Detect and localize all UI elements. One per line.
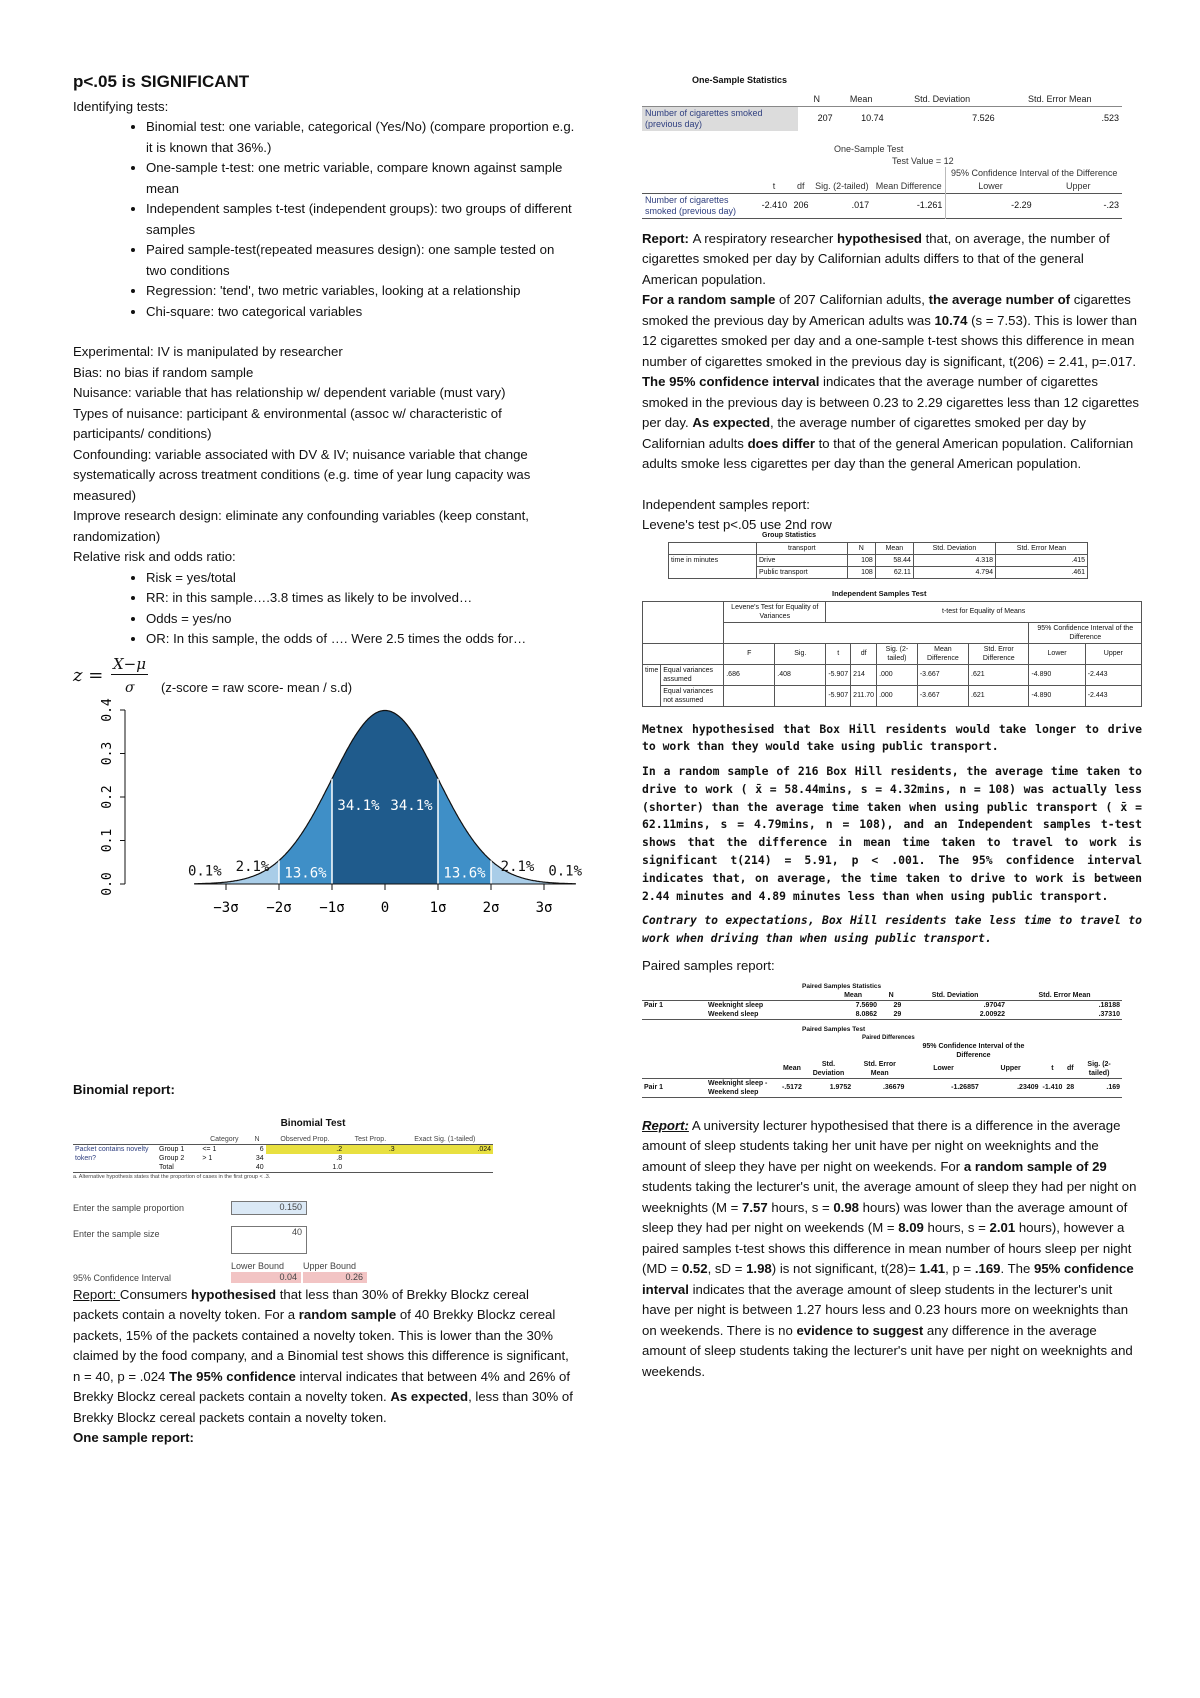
text: . The	[1000, 1261, 1034, 1277]
list-item: • Risk = yes/total	[146, 568, 575, 589]
cell: Equal variances assumed	[661, 664, 724, 685]
os-stats-title: One-Sample Statistics	[692, 75, 788, 85]
x-tick-label: 3σ	[535, 899, 553, 916]
col-header: Category	[210, 1135, 239, 1143]
cell: 108	[847, 554, 875, 566]
cell: .169	[1106, 1084, 1120, 1092]
ind-test-title: Independent Samples Test	[832, 588, 927, 598]
cell: .2	[266, 1144, 344, 1154]
col-header: N	[254, 1135, 260, 1143]
cell: 108	[847, 566, 875, 578]
col-header: 95% Confidence Interval of the Difference	[946, 167, 1122, 180]
cell: .8	[336, 1154, 343, 1162]
right-column	[642, 70, 1142, 1382]
text: to that of the general American population. Californian adults smoke less cigarettes per day than the general American population.	[642, 435, 1134, 471]
cell: -1.26857	[951, 1084, 979, 1092]
cell: <= 1	[202, 1145, 217, 1153]
text: In a random sample of 216 Box Hill residents, the average time taken to drive to work ( x̄ = 58.44mins, s = 4.32mins, n = 108) was actually less (shorter) than the average time taken when using public transport ( x̄ = 62.11mins, s = 4.79mins, n = 108), and an Independent samples t-test shows that the difference in mean time taken to travel to work is significant t(214) = 5.91, p < .001. The 95% confidence interval indicates that, on average, the time taken to drive to work is between 2.44 minutes and 4.89 minutes less than when using public transport.	[642, 764, 1142, 903]
binomial-table	[73, 1114, 493, 1181]
col-header: 95% Confidence Interval of the Difference	[922, 1042, 1025, 1059]
cell: .017	[851, 200, 870, 210]
y-tick-label: 0.3	[100, 741, 115, 765]
size-label: Enter the sample size	[73, 1228, 160, 1239]
cell: Pair 1	[644, 1084, 664, 1092]
cell: .36679	[882, 1084, 905, 1092]
one-sample-report	[642, 372, 1142, 475]
report-label: Report:	[642, 1117, 689, 1133]
col-header: df	[797, 180, 805, 191]
x-tick-label: 2σ	[482, 899, 500, 916]
text: of 207 Californian adults,	[775, 292, 929, 307]
cell: .3	[344, 1144, 397, 1154]
col-header: Levene's Test for Equality of Variances	[724, 601, 826, 622]
text: hours, s =	[923, 1220, 990, 1236]
col-header: Sig. (2-tailed)	[815, 180, 869, 191]
text: hypothesised	[836, 230, 922, 246]
cell: Drive	[757, 554, 848, 566]
cell: -2.410	[761, 200, 788, 210]
col-header: transport	[757, 542, 848, 554]
cell: Weekend sleep	[708, 1010, 759, 1018]
cell: 29	[893, 1010, 902, 1018]
table-row	[73, 1144, 493, 1154]
one-sample-report	[642, 290, 1142, 372]
text: students taking the lecturer's unit, the average amount of sleep they had per night on weeknights (M =	[642, 1179, 1137, 1215]
cell: Total	[159, 1163, 174, 1171]
col-header: Mean	[836, 93, 887, 107]
cell: Group 2	[159, 1154, 185, 1162]
percentage-label: 0.1%	[548, 862, 583, 879]
col-header: Mean	[782, 1065, 801, 1073]
percentage-label: 0.1%	[187, 862, 222, 879]
text: 1.98	[746, 1261, 772, 1277]
text: hours) was lower than the average amount of sleep they had per night on weekends (M =	[642, 1199, 1128, 1236]
cell: 28	[1066, 1084, 1075, 1092]
col-header: Std. Deviation	[887, 93, 998, 107]
cell: 8.0862	[855, 1010, 878, 1018]
col-header: t	[772, 180, 776, 191]
cell: -5.907	[826, 664, 851, 685]
binomial-footnote: a. Alternative hypothesis states that the proportion of cases in the first group < .3.	[73, 1173, 271, 1180]
x-tick-label: 0	[380, 899, 390, 916]
text: A respiratory researcher	[692, 230, 837, 246]
text: cigarettes smoked the previous day by American adults was	[642, 292, 1131, 328]
table-row	[642, 106, 1122, 131]
one-sample-stats-table	[642, 93, 1122, 131]
definition: Types of nuisance: participant & environmental (assoc w/ characteristic of participants/ conditions)	[73, 405, 502, 441]
identifying-label: Identifying tests:	[73, 98, 169, 114]
col-header: N	[847, 542, 875, 554]
list-item: • OR: In this sample, the odds of …. Were 2.5 times the odds for…	[146, 629, 575, 650]
cell: 10.74	[861, 113, 884, 123]
col-header: Sig. (2-tailed)	[877, 643, 918, 664]
cell: -4.890	[1029, 685, 1085, 706]
percentage-label: 34.1%	[337, 797, 380, 814]
page-title: p<.05 is SIGNIFICANT	[73, 72, 250, 91]
row-label: time in minutes	[669, 554, 757, 578]
y-tick-label: 0.2	[100, 784, 115, 809]
text: interval indicates that between 4% and 26% of Brekky Blockz cereal packets contain a novelty token.	[73, 1368, 571, 1404]
text: , p =	[945, 1261, 975, 1277]
text: As expected	[390, 1389, 469, 1404]
text: For a random sample	[642, 292, 776, 307]
left-column	[73, 72, 583, 1449]
binomial-heading: Binomial report:	[73, 1081, 175, 1097]
x-tick-label: −1σ	[319, 899, 345, 916]
group-stats-title: Group Statistics	[762, 531, 817, 539]
ci-label: 95% Confidence Interval	[73, 1272, 172, 1283]
cell: .621	[969, 685, 1029, 706]
cell: 211.70	[851, 685, 877, 706]
list-item: • RR: in this sample….3.8 times as likely to be involved…	[146, 588, 575, 609]
definition: Bias: no bias if random sample	[73, 364, 254, 380]
size-value: 40	[231, 1226, 307, 1254]
col-header: t	[826, 643, 851, 664]
cell: Number of cigarettes smoked (previous day)	[642, 106, 798, 131]
col-header: Sig. (2-tailed)	[1087, 1060, 1111, 1077]
cell: 29	[893, 1001, 902, 1009]
cell: 58.44	[875, 554, 913, 566]
cell: 4.318	[913, 554, 995, 566]
normal-distribution-chart	[63, 697, 583, 926]
paired-test-title: Paired Samples Test	[802, 1025, 866, 1033]
text: A university lecturer hypothesised that there is a difference in the average amount of sleep students taking her unit have per night on weeknights and the amount of sleep they have per night on weekends. For	[642, 1117, 1121, 1174]
paired-test-table	[642, 1042, 1122, 1098]
table-row	[643, 685, 1142, 706]
cell: 214	[851, 664, 877, 685]
paired-heading: Paired samples report:	[642, 958, 775, 974]
text: 10.74	[934, 312, 968, 328]
percentage-label: 34.1%	[390, 797, 433, 814]
definition: Confounding: variable associated with DV & IV; nuisance variable that change systematically across treatment conditions (e.g. time of year lung capacity was measured)	[73, 446, 531, 503]
y-tick-label: 0.1	[100, 828, 115, 852]
col-header: Std. Error Mean	[998, 93, 1122, 107]
z-note: (z-score = raw score- mean / s.d)	[161, 679, 353, 695]
text: evidence to suggest	[796, 1322, 924, 1338]
list-item: • Paired sample-test(repeated measures design): one sample tested on two conditions	[146, 240, 575, 281]
col-header: Std. Deviation	[913, 542, 995, 554]
col-header: Lower	[1029, 643, 1085, 664]
lower-label: Lower Bound	[231, 1260, 285, 1271]
cell: 6	[259, 1145, 264, 1153]
cell: -5.907	[826, 685, 851, 706]
z-denominator: σ	[125, 679, 135, 696]
ci-calculator	[73, 1203, 373, 1285]
percentage-label: 2.1%	[500, 858, 535, 875]
col-header: Lower	[946, 180, 1035, 194]
paired-differences-header: Paired Differences	[862, 1034, 915, 1041]
list-item: • Independent samples t-test (independent groups): two groups of different samples	[146, 199, 575, 240]
list-item: • One-sample t-test: one metric variable, compare known against sample mean	[146, 158, 575, 199]
cell: -.5172	[782, 1084, 802, 1092]
one-sample-test-table	[642, 167, 1122, 219]
paired-stats-title: Paired Samples Statistics	[802, 982, 882, 990]
text: does differ	[747, 435, 815, 451]
col-header: Std. Error Mean	[863, 1060, 896, 1077]
cell: Equal variances not assumed	[661, 685, 724, 706]
col-header: Exact Sig. (1-tailed)	[414, 1135, 476, 1143]
cell: -.23	[1103, 200, 1119, 210]
cell: > 1	[202, 1154, 213, 1162]
list-item: • Odds = yes/no	[146, 609, 575, 630]
text: The 95% confidence interval	[642, 374, 820, 389]
cell: 2.00922	[979, 1010, 1006, 1018]
text: Contrary to expectations, Box Hill residents take less time to travel to work when driving than when using public transport.	[642, 913, 1142, 946]
text: As expected	[692, 415, 771, 430]
cell: 1.0	[332, 1163, 343, 1171]
col-header: Std. Error Difference	[969, 643, 1029, 664]
cell: .18188	[1098, 1001, 1120, 1009]
cell: -1.410	[1042, 1084, 1063, 1092]
cell: -2.443	[1085, 685, 1141, 706]
tests-list	[73, 117, 575, 322]
text: Report:	[642, 230, 693, 246]
text: 0.98	[833, 1199, 859, 1215]
percentage-label: 13.6%	[443, 864, 486, 881]
x-tick-label: −3σ	[213, 899, 239, 916]
table-row	[642, 1000, 1122, 1010]
col-header: Lower	[933, 1065, 954, 1073]
text: the average number of	[928, 292, 1071, 307]
binomial-report	[73, 1285, 575, 1429]
cell: Number of cigarettes smoked (previous day)	[645, 194, 737, 216]
cell: -4.890	[1029, 664, 1085, 685]
cell: .024	[397, 1144, 493, 1154]
levene-note: Levene's test p<.05 use 2nd row	[642, 517, 832, 532]
group-stats-table	[668, 542, 1088, 579]
col-header: F	[724, 643, 775, 664]
text: .169	[974, 1261, 1001, 1277]
cell: 206	[793, 200, 809, 210]
text: 0.52	[681, 1261, 708, 1277]
col-header: Std. Error Mean	[996, 542, 1088, 554]
col-header: N	[888, 991, 894, 999]
z-lhs: z =	[73, 664, 104, 686]
prop-label: Enter the sample proportion	[73, 1202, 185, 1213]
z-numerator: X−μ	[111, 654, 148, 676]
independent-report	[642, 721, 1142, 949]
cell: Weeknight sleep	[708, 1001, 764, 1009]
cell: .415	[996, 554, 1088, 566]
col-header: Std. Deviation	[931, 991, 979, 999]
cell: .621	[969, 664, 1029, 685]
text: hypothesised	[191, 1286, 277, 1302]
col-header: Upper	[1066, 180, 1091, 191]
cell: .408	[775, 664, 826, 685]
cell: 207	[817, 113, 833, 123]
cell: .37310	[1098, 1010, 1120, 1018]
cell: -3.667	[917, 664, 968, 685]
cell: Pair 1	[644, 1001, 664, 1009]
text: , less than 30% of Brekky Blockz cereal packets contain a novelty token.	[73, 1389, 573, 1425]
table-row	[642, 1078, 1122, 1097]
col-header: Std. Deviation	[812, 1060, 845, 1077]
text: of 40 Brekky Blockz cereal packets, 15% of the packets contained a novelty token. This is lower than the 30% claimed by the food company, and a Binomial test shows this difference is significant, n = 40, p = .024	[73, 1307, 569, 1384]
text: The 95% confidence	[169, 1368, 296, 1384]
list-item: • Binomial test: one variable, categorical (Yes/No) (compare proportion e.g. it is known that 36%.)	[146, 117, 575, 158]
col-header: Mean	[875, 542, 913, 554]
text: indicates that the average amount of sleep students in the lecturer's unit have per night is between 1.27 hours less and 0.23 hours more on weeknights than on weekends. There is no	[642, 1281, 1129, 1338]
cell: .461	[996, 566, 1088, 578]
paired-stats-table	[642, 991, 1122, 1020]
cell: .523	[1101, 113, 1119, 123]
cell: .23409	[1017, 1084, 1039, 1092]
cell: -1.261	[916, 200, 943, 210]
one-sample-heading: One sample report:	[73, 1430, 194, 1445]
col-header: Upper	[1085, 643, 1141, 664]
text: hours, s =	[767, 1199, 834, 1215]
cell: Group 1	[159, 1145, 185, 1153]
cell: 7.526	[972, 113, 995, 123]
text: indicates that the average number of cigarettes smoked in the previous day is between 0.23 to 2.29 cigarettes less than 12 cigarettes per day.	[642, 374, 1140, 430]
col-header: t-test for Equality of Means	[826, 601, 1142, 622]
paired-report	[642, 1116, 1142, 1383]
cell: 40	[255, 1163, 264, 1171]
cell: 34	[255, 1154, 264, 1162]
table-row	[669, 554, 1088, 566]
ci-upper: 0.26	[303, 1272, 367, 1283]
cell: .686	[724, 664, 775, 685]
list-item: • Chi-square: two categorical variables	[146, 302, 575, 323]
ci-lower: 0.04	[231, 1272, 301, 1283]
text: that, on average, the number of cigarettes smoked per day by Californian adults differs to that of the general American population.	[642, 230, 1110, 287]
text: ) is not significant, t(28)=	[771, 1261, 920, 1277]
col-header: t	[1051, 1065, 1054, 1073]
col-header: Mean Difference	[917, 643, 968, 664]
table-row	[642, 193, 1122, 218]
cell: -2.29	[946, 193, 1035, 218]
text: that less than 30% of Brekky Blockz cereal packets contain a novelty token. For a	[73, 1286, 529, 1322]
col-header: Upper	[1000, 1065, 1021, 1073]
text: any difference in the average amount of sleep students taking the lecturer's unit have per night on weeknights and weekends.	[642, 1322, 1133, 1379]
definition: Relative risk and odds ratio:	[73, 549, 236, 564]
cell: .000	[877, 664, 918, 685]
x-tick-label: −2σ	[266, 899, 292, 916]
y-tick-label: 0.4	[100, 697, 115, 722]
cell: 1.9752	[829, 1084, 852, 1092]
text: random sample	[298, 1307, 397, 1322]
col-header: Sig.	[775, 643, 826, 664]
text: Consumers	[119, 1286, 192, 1302]
text: , sD =	[707, 1261, 747, 1277]
cell: -3.667	[917, 685, 968, 706]
col-header: Mean	[844, 991, 862, 999]
x-tick-label: 1σ	[429, 899, 447, 916]
col-header: df	[851, 643, 877, 664]
text: , the average number of cigarettes smoked per day by Californian adults	[642, 415, 1086, 451]
y-tick-label: 0.0	[100, 871, 115, 896]
text: hours), however a paired samples t-test shows this difference in mean number of hours sleep per night (MD =	[642, 1220, 1132, 1277]
cell: Public transport	[757, 566, 848, 578]
upper-label: Upper Bound	[303, 1260, 357, 1271]
col-header: Test Prop.	[354, 1135, 387, 1143]
cell: -2.443	[1085, 664, 1141, 685]
cell: 4.794	[913, 566, 995, 578]
table-row	[642, 1010, 1122, 1020]
row-label: Packet contains novelty token?	[75, 1145, 149, 1162]
cell: 7.5690	[855, 1001, 878, 1009]
text: (s = 7.53). This is lower than 12 cigarettes smoked per day and a one-sample t-test shows this difference in mean number of cigarettes smoked in the previous day is significant, t(206) = 2.41, p=.017.	[642, 312, 1137, 369]
percentage-label: 2.1%	[235, 858, 270, 875]
row-label: time	[643, 664, 661, 706]
cell: Weeknight sleep - Weekend sleep	[708, 1079, 768, 1096]
percentage-label: 13.6%	[284, 864, 327, 881]
os-test-title: One-Sample Test	[834, 143, 904, 154]
text: 95% confidence interval	[642, 1261, 1134, 1297]
binomial-table-title: Binomial Test	[280, 1118, 346, 1129]
text: Metnex hypothesised that Box Hill residents would take longer to drive to work than they would take using public transport.	[642, 721, 1142, 754]
prop-value: 0.150	[231, 1201, 307, 1215]
definition: Nuisance: variable that has relationship w/ dependent variable (must vary)	[73, 385, 506, 400]
test-value: Test Value = 12	[892, 155, 954, 166]
risk-list	[73, 568, 575, 650]
col-header: Std. Error Mean	[1038, 991, 1091, 999]
text: 1.41	[919, 1261, 946, 1277]
independent-test-table	[642, 601, 1142, 707]
table-row	[643, 664, 1142, 685]
col-header: Mean Difference	[875, 180, 942, 191]
z-formula	[73, 654, 575, 704]
text: 2.01	[989, 1220, 1016, 1236]
cell: .97047	[983, 1001, 1006, 1009]
text: 7.57	[742, 1199, 768, 1215]
text: 8.09	[898, 1220, 924, 1236]
cell: .000	[877, 685, 918, 706]
definition: Experimental: IV is manipulated by researcher	[73, 344, 343, 359]
col-header: N	[798, 93, 836, 107]
definition: Improve research design: eliminate any confounding variables (keep constant, randomization)	[73, 508, 529, 544]
col-header: 95% Confidence Interval of the Difference	[1029, 622, 1142, 643]
report-label: Report:	[73, 1286, 120, 1302]
text: a random sample of 29	[963, 1158, 1107, 1174]
col-header: df	[1066, 1065, 1074, 1073]
one-sample-report	[642, 229, 1142, 291]
list-item: • Regression: 'tend', two metric variables, looking at a relationship	[146, 281, 575, 302]
col-header: Observed Prop.	[280, 1135, 330, 1143]
independent-heading: Independent samples report:	[642, 496, 810, 512]
cell: 62.11	[875, 566, 913, 578]
